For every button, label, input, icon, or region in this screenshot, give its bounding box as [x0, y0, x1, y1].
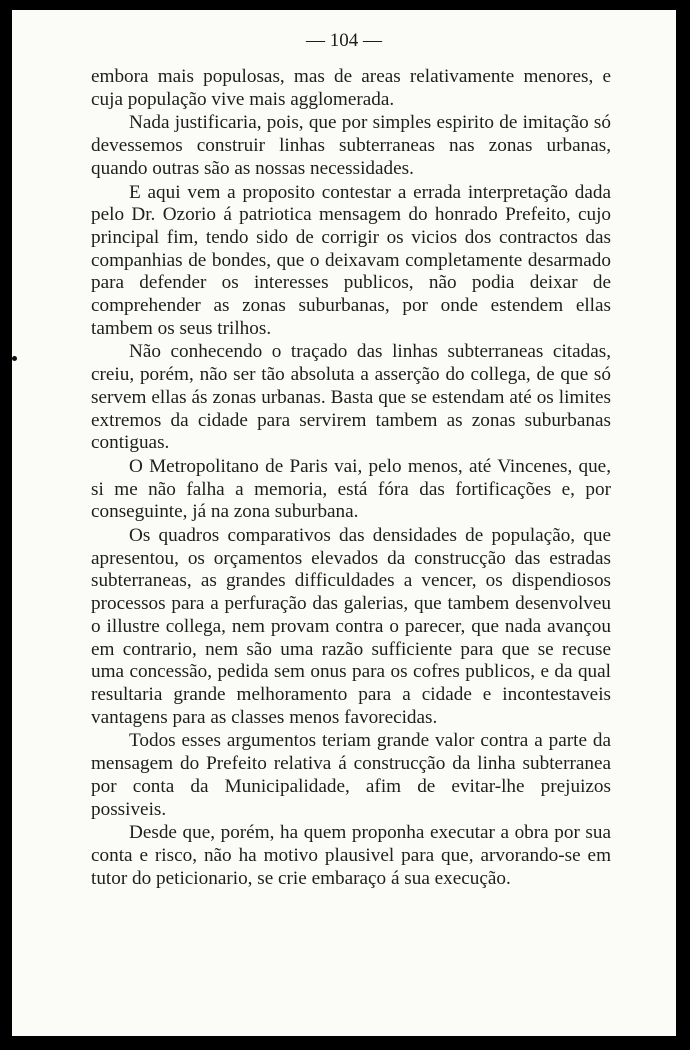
- paragraph-1: embora mais populosas, mas de areas relativamente menores, e cuja população vive mais agglomerada.: [91, 66, 611, 110]
- page-number: — 104 —: [306, 30, 382, 51]
- document-page: [12, 10, 676, 1036]
- body-text: [91, 66, 611, 891]
- paragraph-2: Nada justificaria, pois, que por simples espirito de imitação só devessemos construir linhas subterraneas nas zonas urbanas, quando outras são as nossas necessidades.: [91, 112, 611, 179]
- paragraph-5: O Metropolitano de Paris vai, pelo menos, até Vincenes, que, si me não falha a memoria, está fóra das fortificações e, por conseguinte, já na zona suburbana.: [91, 455, 611, 523]
- paragraph-6: Os quadros comparativos das densidades de população, que apresentou, os orçamentos elevados da construcção das estradas subterraneas, as grandes difficuldades a vencer, os dispendiosos processos para a perfuração das galerias, que tambem desenvolveu o illustre collega, nem provam contra o parecer, que nada avançou em contrario, nem são uma razão sufficiente para que se recuse uma concessão, pedida sem onus para os cofres publicos, e da qual resultaria grande melhoramento para a cidade e incontestaveis vantagens para as classes menos favorecidas.: [91, 525, 611, 728]
- paragraph-4: Não conhecendo o traçado das linhas subterraneas citadas, creiu, porém, não ser tão absoluta a asserção do collega, de que só servem ellas ás zonas urbanas. Basta que se estendam até os limites extremos da cidade para servirem tambem as zonas suburbanas contiguas.: [91, 341, 611, 454]
- paragraph-3: E aqui vem a proposito contestar a errada interpretação dada pelo Dr. Ozorio á patriotica mensagem do honrado Prefeito, cujo principal fim, tendo sido de corrigir os vicios dos contractos das companhias de bondes, que o deixavam completamente desarmado para defender os interesses publicos, não podia deixar de comprehender as zonas suburbanas, por onde estendem ellas tambem os seus trilhos.: [91, 181, 611, 339]
- paragraph-8: Desde que, porém, ha quem proponha executar a obra por sua conta e risco, não ha motivo plausivel para que, arvorando-se em tutor do peticionario, se crie embaraço á sua execução.: [91, 822, 611, 889]
- paragraph-7: Todos esses argumentos teriam grande valor contra a parte da mensagem do Prefeito relativa á construcção da linha subterranea por conta da Municipalidade, afim de evitar-lhe prejuizos possiveis.: [91, 730, 611, 820]
- margin-dot: [12, 356, 17, 361]
